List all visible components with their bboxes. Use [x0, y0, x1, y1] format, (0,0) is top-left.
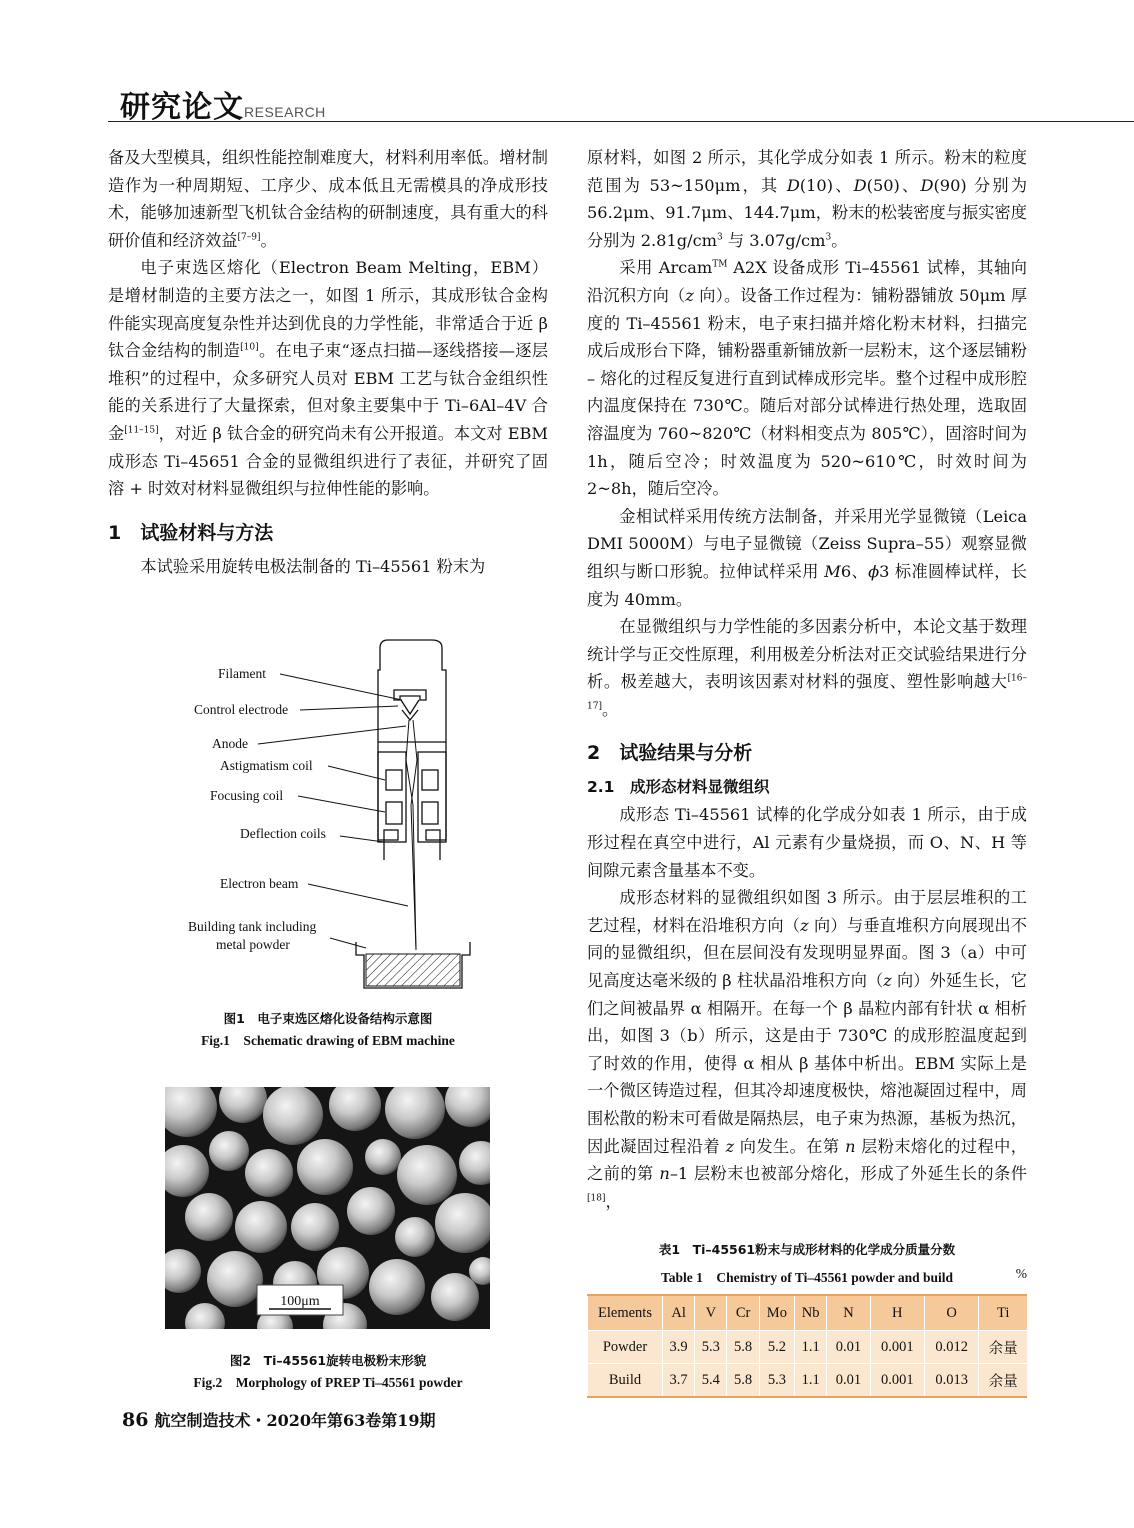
section-heading: 2 试验结果与分析 [587, 742, 753, 765]
table1-unit: % [1015, 1266, 1027, 1281]
table-header-row [588, 1295, 1028, 1331]
table-cell: 0.013 [924, 1364, 978, 1398]
table-cell: 5.2 [759, 1331, 794, 1364]
fig1-caption-cn: 图1 电子束选区熔化设备结构示意图 [223, 1011, 433, 1026]
citation: [11–15] [124, 425, 159, 436]
table-cell: 1.1 [795, 1364, 827, 1398]
table-header-cell: Elements [588, 1295, 663, 1331]
table-cell: Powder [588, 1331, 663, 1364]
citation: [18] [587, 1193, 606, 1204]
page-footer [122, 1408, 436, 1431]
table-header-cell: Mo [759, 1295, 794, 1331]
paragraph: 在显微组织与力学性能的多因素分析中，本论文基于数理统计学与正交性原理，利用极差分析法对正交试验结果进行分析。极差越大，表明该因素对材料的强度、塑性影响越大[16–17]。 [587, 617, 1027, 719]
table-cell: 5.4 [695, 1364, 727, 1398]
table-header-cell: H [870, 1295, 924, 1331]
page-header-subtitle: RESEARCH [244, 104, 326, 120]
section-heading: 1 试验材料与方法 [108, 521, 274, 544]
fig1-caption-en: Fig.1 Schematic drawing of EBM machine [201, 1033, 455, 1048]
paragraph: 金相试样采用传统方法制备，并采用光学显微镜（Leica DMI 5000M）与电子显微镜（Zeiss Supra–55）观察显微组织与断口形貌。拉伸试样采用 M6、ϕ3 标准圆棒试样，长度为 40mm。 [587, 506, 1027, 609]
table-cell: 5.3 [759, 1364, 794, 1398]
table-header-cell: Ti [979, 1295, 1027, 1331]
table-cell: 3.9 [663, 1331, 695, 1364]
page-number: 86 [122, 1409, 149, 1431]
fig1-label-deflection-coils: Deflection coils [240, 826, 326, 841]
citation: [7–9] [237, 232, 261, 243]
paragraph: 采用 Arcam™ A2X 设备成形 Ti–45561 试棒，其轴向沿沉积方向（z 向）。设备工作过程为：铺粉器铺放 50μm 厚度的 Ti–45561 粉末，电子束扫描并熔化粉末材料，扫描完成后成形台下降，铺粉器重新铺放新一层粉末，这个逐层铺粉 – 熔化的过程反复进行直到试棒成形完毕。整个过程中成形腔内温度保持在 730℃。随后对部分试棒进行热处理，选取固溶温度为 760~820℃（材料相变点为 805℃），固溶时间为 1h，随后空冷；时效温度为 520~610℃，时效时间为 2~8h，随后空冷。 [587, 258, 1028, 499]
fig1-label-astigmatism-coil: Astigmatism coil [220, 758, 313, 773]
table-cell: 0.01 [827, 1331, 870, 1364]
table-header-cell: N [827, 1295, 870, 1331]
journal-info: 航空制造技术・2020年第63卷第19期 [154, 1411, 436, 1430]
fig1-label-electron-beam: Electron beam [220, 876, 299, 891]
table-cell: 余量 [979, 1364, 1027, 1398]
fig1-label-filament: Filament [218, 666, 266, 681]
table-cell: 0.001 [870, 1364, 924, 1398]
fig1-label-anode: Anode [212, 736, 248, 751]
chemistry-table [587, 1294, 1027, 1398]
table-row [588, 1364, 1028, 1398]
paragraph: 备及大型模具，组织性能控制难度大，材料利用率低。增材制造作为一种周期短、工序少、成本低且无需模具的净成形技术，能够加速新型飞机钛合金结构的研制速度，具有重大的科研价值和经济效益[7–9]。 [108, 148, 548, 250]
fig2-caption-en: Fig.2 Morphology of PREP Ti–45561 powder [193, 1375, 463, 1390]
citation: [16–17] [587, 673, 1027, 712]
table-cell: 0.012 [924, 1331, 978, 1364]
fig1-label-focusing-coil: Focusing coil [210, 788, 284, 803]
table-row [588, 1331, 1028, 1364]
fig1-label-control-electrode: Control electrode [194, 702, 289, 717]
subsection-heading: 2.1 成形态材料显微组织 [587, 778, 770, 797]
fig2-caption-cn: 图2 Ti–45561旋转电极粉末形貌 [229, 1353, 427, 1368]
powder-micrograph [165, 1087, 490, 1329]
table-cell: 0.01 [827, 1364, 870, 1398]
paragraph: 成形态 Ti–45561 试棒的化学成分如表 1 所示，由于成形过程在真空中进行，Al 元素有少量烧损，而 O、N、H 等间隙元素含量基本不变。 [587, 805, 1027, 880]
table1-caption-cn: 表1 Ti–45561粉末与成形材料的化学成分质量分数 [658, 1242, 956, 1257]
table-header-cell: Nb [795, 1295, 827, 1331]
fig1-label-building-tank: Building tank including [188, 919, 317, 934]
ebm-schematic-figure [180, 630, 500, 1000]
table-cell: 1.1 [795, 1331, 827, 1364]
fig1-label-metal-powder: metal powder [216, 937, 290, 952]
table-header-cell: O [924, 1295, 978, 1331]
left-column [108, 144, 548, 580]
paragraph: 成形态材料的显微组织如图 3 所示。由于层层堆积的工艺过程，材料在沿堆积方向（z 向）与垂直堆积方向展现出不同的显微组织，但在层间没有发现明显界面。图 3（a）中可见高度达毫米级的 β 柱状晶沿堆积方向（z 向）外延生长，它们之间被晶界 α 相隔开。在每一个 β 晶粒内部有针状 α 相析出，如图 3（b）所示，这是由于 730℃ 的成形腔温度起到了时效的作用，使得 α 相从 β 基体中析出。EBM 实际上是一个微区铸造过程，但其冷却速度极快，熔池凝固过程中，周围松散的粉末可看做是隔热层，电子束为热源，基板为热沉，因此凝固过程沿着 z 向发生。在第 n 层粉末熔化的过程中，之前的第 n–1 层粉末也被部分熔化，形成了外延生长的条件[18]， [587, 888, 1027, 1211]
table-cell: Build [588, 1364, 663, 1398]
table-cell: 余量 [979, 1331, 1027, 1364]
table-cell: 0.001 [870, 1331, 924, 1364]
citation: [10] [240, 342, 259, 353]
table-cell: 5.8 [727, 1364, 759, 1398]
table-header-cell: Al [663, 1295, 695, 1331]
right-column [587, 144, 1027, 1215]
header-rule [108, 121, 1134, 122]
table-header-cell: V [695, 1295, 727, 1331]
scale-bar-label: 100μm [280, 1294, 320, 1309]
page-header-title: 研究论文 [120, 90, 244, 125]
paragraph: 电子束选区熔化（Electron Beam Melting，EBM）是增材制造的主要方法之一，如图 1 所示，其成形钛合金构件能实现高度复杂性并达到优良的力学性能，非常适合于近 β 钛合金结构的制造[10]。在电子束“逐点扫描—逐线搭接—逐层堆积”的过程中，众多研究人员对 EBM 工艺与钛合金组织性能的关系进行了大量探索，但对象主要集中于 Ti–6Al–4V 合金[11–15]，对近 β 钛合金的研究尚未有公开报道。本文对 EBM 成形态 Ti–45651 合金的显微组织进行了表征，并研究了固溶 + 时效对材料显微组织与拉伸性能的影响。 [108, 258, 549, 499]
table-cell: 3.7 [663, 1364, 695, 1398]
paragraph: 本试验采用旋转电极法制备的 Ti–45561 粉末为 [140, 556, 486, 576]
table-cell: 5.3 [695, 1331, 727, 1364]
paragraph: 原材料，如图 2 所示，其化学成分如表 1 所示。粉末的粒度范围为 53~150μm，其 D(10)、D(50)、D(90) 分别为 56.2μm、91.7μm、144.7μm，粉末的松装密度与振实密度分别为 $2.81g/cm^3$ 与 $3.07g/cm^3$。 [587, 148, 1028, 250]
table-header-cell: Cr [727, 1295, 759, 1331]
table-cell: 5.8 [727, 1331, 759, 1364]
table1-caption-en: Table 1 Chemistry of Ti–45561 powder and build % [660, 1266, 1027, 1285]
